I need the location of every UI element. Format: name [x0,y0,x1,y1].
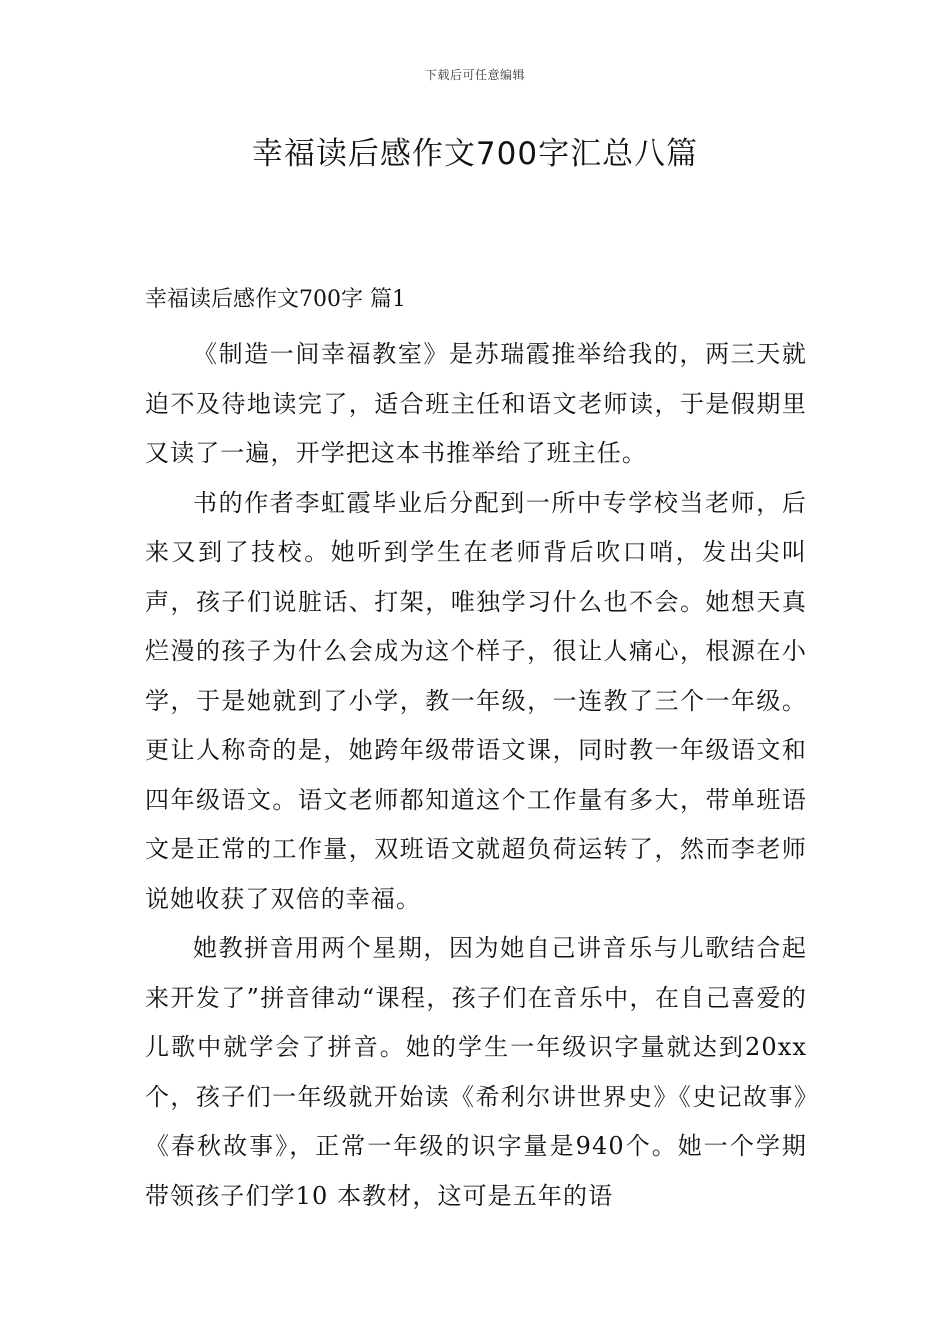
header-note: 下载后可任意编辑 [424,68,525,82]
document-body [145,282,807,1221]
body-paragraph: 书的作者李虹霞毕业后分配到一所中专学校当老师，后来又到了技校。她听到学生在老师背后吹口哨，发出尖叫声，孩子们说脏话、打架，唯独学习什么也不会。她想天真烂漫的孩子为什么会成为这个样子，很让人痛心，根源在小学，于是她就到了小学，教一年级，一连教了三个一年级。更让人称奇的是，她跨年级带语文课，同时教一年级语文和四年级语文。语文老师都知道这个工作量有多大，带单班语文是正常的工作量，双班语文就超负荷运转了，然而李老师说她收获了双倍的幸福。 [145,488,807,913]
document-title: 幸福读后感作文700字汇总八篇 [251,136,699,172]
section-heading: 幸福读后感作文700字 篇1 [145,287,406,312]
body-paragraph: 《制造一间幸福教室》是苏瑞霞推举给我的，两三天就迫不及待地读完了，适合班主任和语文老师读，于是假期里又读了一遍，开学把这本书推举给了班主任。 [145,340,807,467]
body-paragraph: 她教拼音用两个星期，因为她自己讲音乐与儿歌结合起来开发了”拼音律动“课程，孩子们在音乐中，在自己喜爱的儿歌中就学会了拼音。她的学生一年级识字量就达到20xx 个，孩子们一年级就开始读《希利尔讲世界史》《史记故事》《春秋故事》，正常一年级的识字量是940个。她一个学期带领孩子们学10 本教材，这可是五年的语 [145,934,807,1210]
